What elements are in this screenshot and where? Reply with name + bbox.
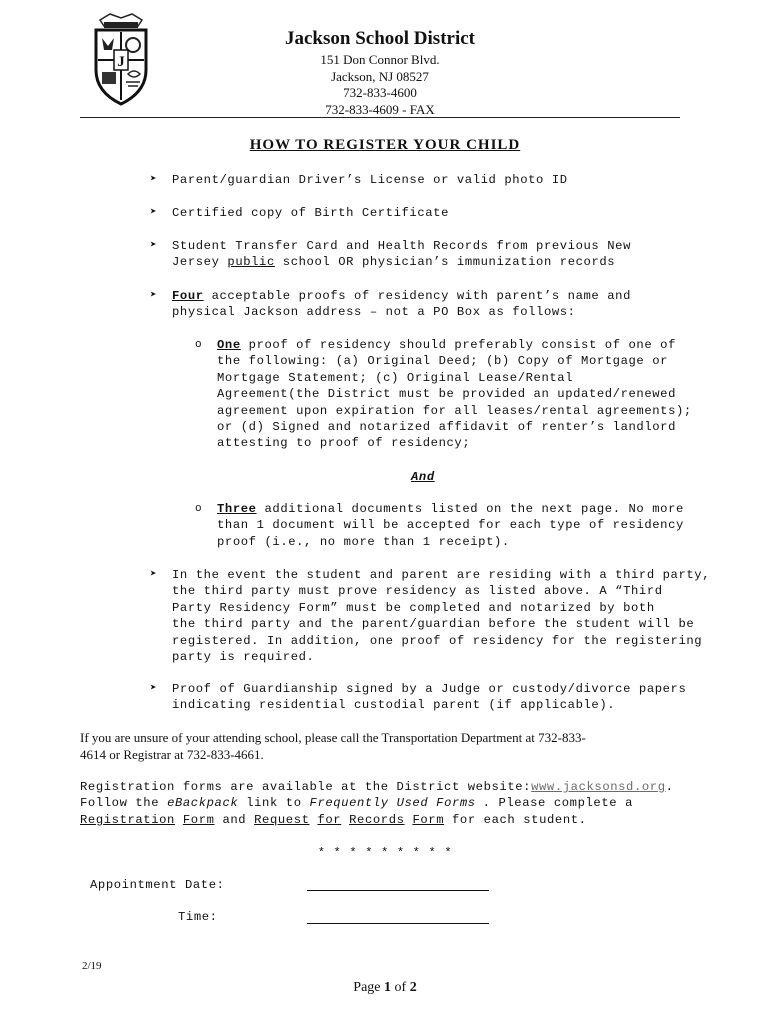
svg-text:J: J xyxy=(117,54,125,70)
arrow-bullet-icon: ➤ xyxy=(150,207,158,219)
address-line-2: Jackson, NJ 08527 xyxy=(331,68,429,84)
arrow-bullet-icon: ➤ xyxy=(150,683,158,695)
arrow-bullet-icon: ➤ xyxy=(150,174,158,186)
circle-bullet-icon: o xyxy=(195,503,203,515)
letterhead xyxy=(240,26,520,118)
unsure-school-note: If you are unsure of your attending school, please call the Transportation Department at 732-833- 4614 or Registrar at 732-833-4661. xyxy=(80,730,586,762)
page-title: HOW TO REGISTER YOUR CHILD xyxy=(249,137,521,153)
arrow-bullet-icon: ➤ xyxy=(150,569,158,581)
registration-forms-note: Registration forms are available at the District website: www.jacksonsd.org. Follow the eBackpack link to Frequently Used Forms . Please complete a Registration Form and Request for Records Form for each student. xyxy=(80,780,674,827)
circle-bullet-icon: o xyxy=(195,339,203,351)
time-label: Time: xyxy=(178,910,218,924)
time-field[interactable] xyxy=(307,923,489,924)
arrow-bullet-icon: ➤ xyxy=(150,290,158,302)
fax-number: 732-833-4609 - FAX xyxy=(325,101,435,117)
page-number: Page 1 of 2 xyxy=(353,980,417,995)
phone-number: 732-833-4600 xyxy=(343,85,417,101)
appointment-date-label: Appointment Date: xyxy=(90,878,225,892)
address-line-1: 151 Don Connor Blvd. xyxy=(320,52,440,67)
section-separator-stars: * * * * * * * * * xyxy=(317,846,453,860)
appointment-date-field[interactable] xyxy=(307,890,489,891)
district-website-link[interactable]: www.jacksonsd.org xyxy=(531,780,666,794)
district-crest-logo xyxy=(92,12,150,108)
district-name: Jackson School District xyxy=(285,28,475,49)
header-divider xyxy=(80,117,680,118)
and-separator: And xyxy=(411,470,435,484)
revision-date: 2/19 xyxy=(82,960,102,972)
arrow-bullet-icon: ➤ xyxy=(150,240,158,252)
